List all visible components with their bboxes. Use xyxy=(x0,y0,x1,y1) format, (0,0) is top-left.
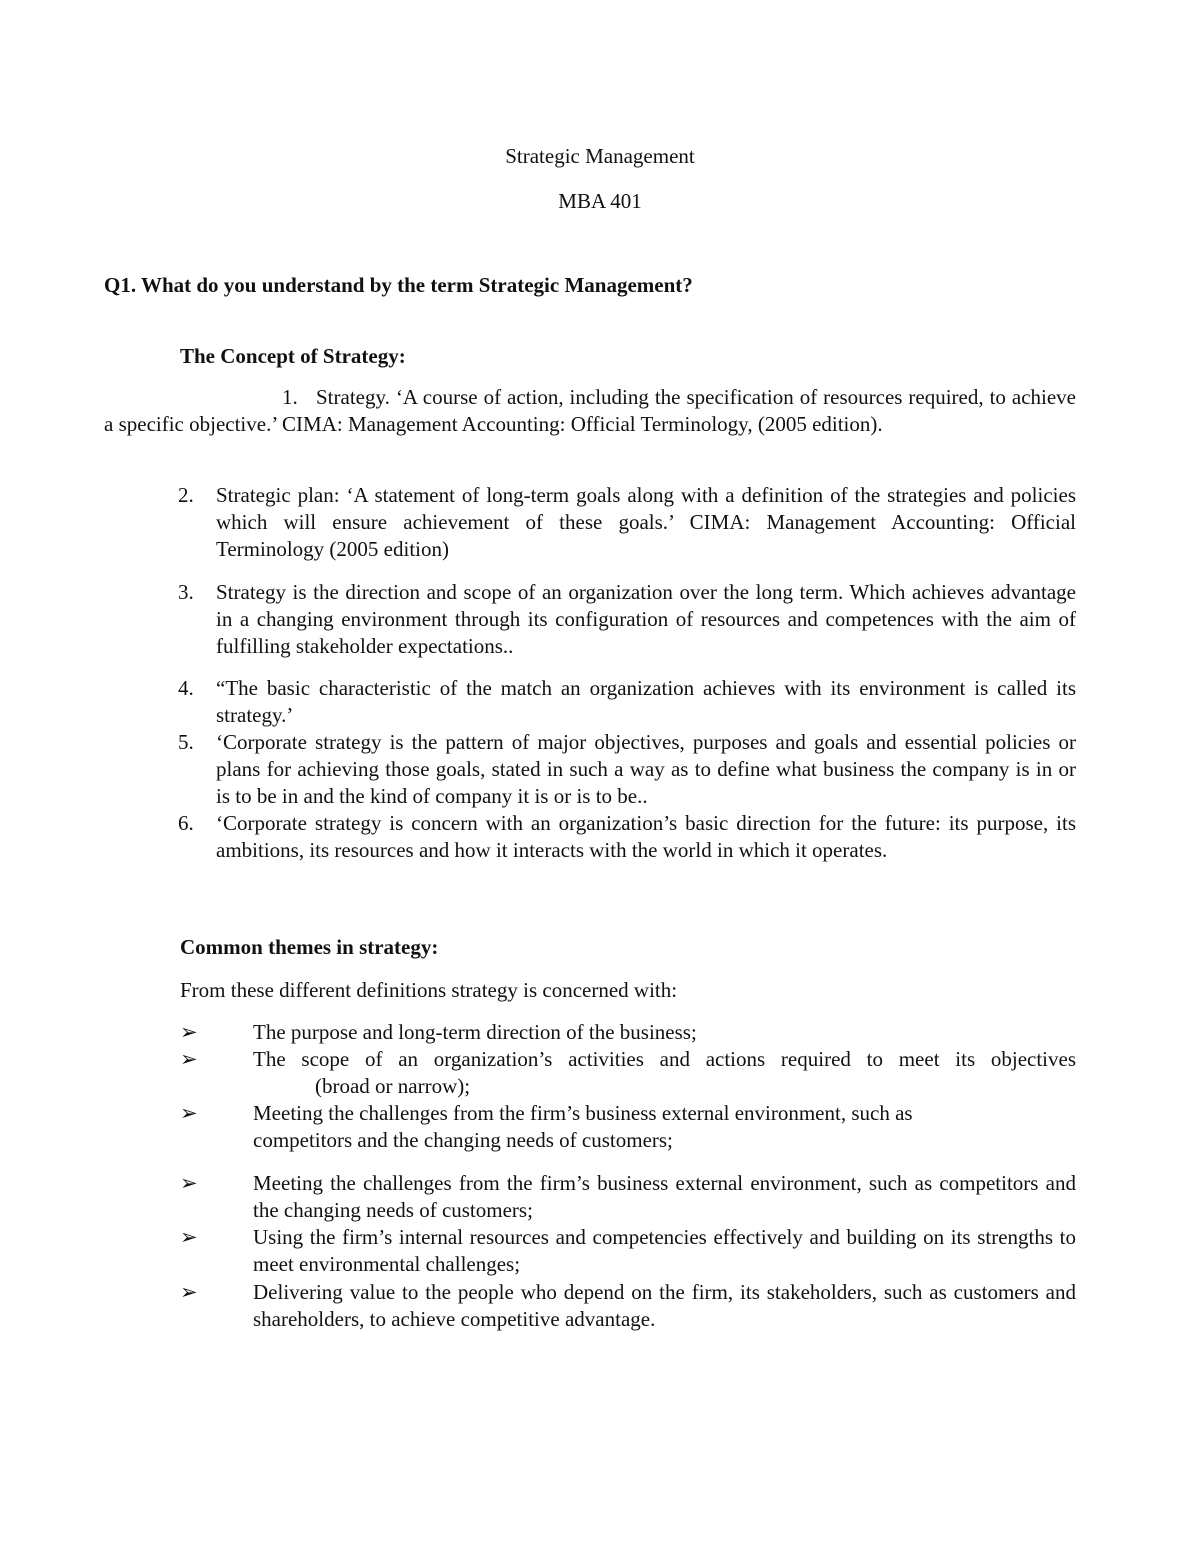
definition-text: Strategy. ‘A course of action, including the specification of resources required, to achieve a specific objective.’ CIMA: Management Accounting: Official Terminology, (2005 edition). xyxy=(104,385,1076,436)
theme-text: The scope of an organization’s activities and actions required to meet its objectives xyxy=(253,1047,1076,1071)
theme-text: Meeting the challenges from the firm’s business external environment, such as xyxy=(253,1101,913,1125)
concept-heading: The Concept of Strategy: xyxy=(180,344,406,368)
arrow-bullet-icon: ➢ xyxy=(180,1280,198,1304)
definition-number: 2. xyxy=(178,483,194,507)
definition-number: 6. xyxy=(178,811,194,835)
arrow-bullet-icon: ➢ xyxy=(180,1047,198,1071)
course-code: MBA 401 xyxy=(558,189,642,213)
definition-number: 3. xyxy=(178,580,194,604)
theme-text-continued: competitors and the changing needs of customers; xyxy=(253,1128,673,1152)
theme-text: Using the firm’s internal resources and competencies effectively and building on its strengths to meet environmental challenges; xyxy=(253,1225,1076,1276)
definition-text: “The basic characteristic of the match an organization achieves with its environment is called its strategy.’ xyxy=(216,676,1076,727)
themes-intro: From these different definitions strategy is concerned with: xyxy=(180,978,678,1002)
theme-text: Meeting the challenges from the firm’s business external environment, such as competitors and the changing needs of customers; xyxy=(253,1171,1076,1222)
arrow-bullet-icon: ➢ xyxy=(180,1225,198,1249)
themes-heading: Common themes in strategy: xyxy=(180,935,439,959)
definition-text: ‘Corporate strategy is the pattern of major objectives, purposes and goals and essential policies or plans for achieving those goals, stated in such a way as to define what business the company is in or is to be in and the kind of company it is or is to be.. xyxy=(216,730,1076,808)
definition-text: ‘Corporate strategy is concern with an organization’s basic direction for the future: its purpose, its ambitions, its resources and how it interacts with the world in which it operates. xyxy=(216,811,1076,862)
arrow-bullet-icon: ➢ xyxy=(180,1101,198,1125)
definition-number: 5. xyxy=(178,730,194,754)
definition-number: 4. xyxy=(178,676,194,700)
arrow-bullet-icon: ➢ xyxy=(180,1171,198,1195)
arrow-bullet-icon: ➢ xyxy=(180,1020,198,1044)
question-heading: Q1. What do you understand by the term Strategic Management? xyxy=(104,273,693,297)
definition-text: Strategic plan: ‘A statement of long-term goals along with a definition of the strategies and policies which will ensure achievement of these goals.’ CIMA: Management Accounting: Official Terminology (2005 edition) xyxy=(216,483,1076,561)
theme-text-continued: (broad or narrow); xyxy=(315,1074,471,1098)
theme-text: Delivering value to the people who depend on the firm, its stakeholders, such as customers and shareholders, to achieve competitive advantage. xyxy=(253,1280,1076,1331)
definition-text: Strategy is the direction and scope of an organization over the long term. Which achieves advantage in a changing environment through its configuration of resources and competences with the aim of fulfilling stakeholder expectations.. xyxy=(216,580,1076,658)
definition-number: 1. xyxy=(282,385,298,409)
theme-text: The purpose and long-term direction of the business; xyxy=(253,1020,697,1044)
document-title: Strategic Management xyxy=(505,144,695,168)
